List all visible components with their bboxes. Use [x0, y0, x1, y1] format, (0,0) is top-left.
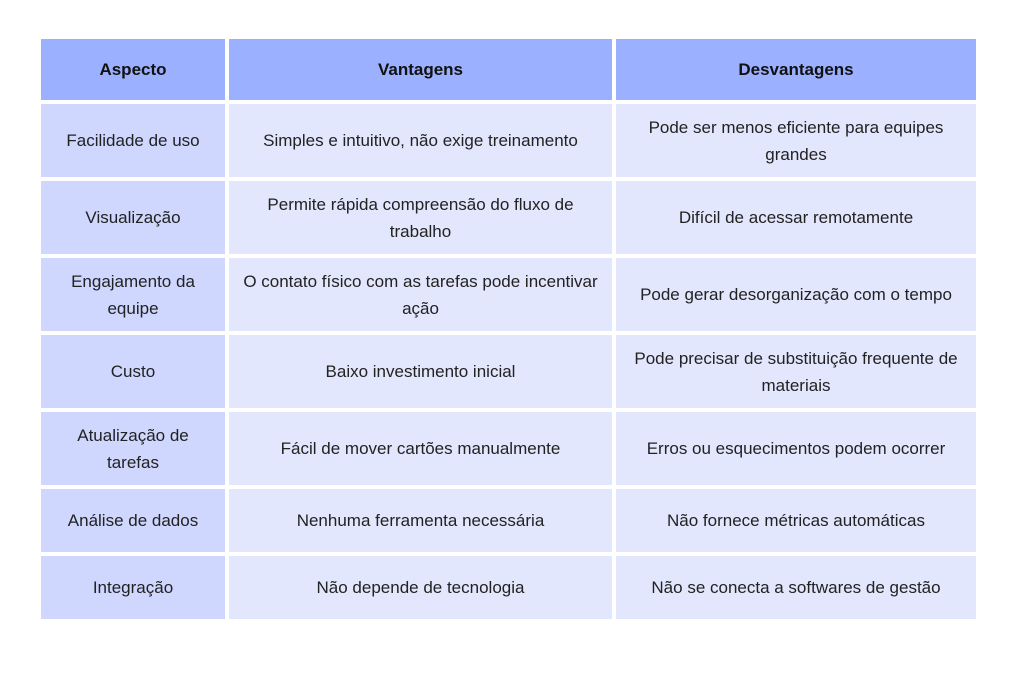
header-desvantagens: Desvantagens	[616, 39, 976, 100]
table-row	[41, 412, 976, 485]
comparison-table	[37, 35, 980, 623]
disadvantage-cell: Não se conecta a softwares de gestão	[616, 556, 976, 619]
table-row	[41, 335, 976, 408]
advantage-cell: Não depende de tecnologia	[229, 556, 612, 619]
advantage-cell: Permite rápida compreensão do fluxo de trabalho	[229, 181, 612, 254]
table-row	[41, 181, 976, 254]
aspect-cell: Visualização	[41, 181, 225, 254]
header-row	[41, 39, 976, 100]
advantage-cell: Nenhuma ferramenta necessária	[229, 489, 612, 552]
aspect-cell: Análise de dados	[41, 489, 225, 552]
aspect-cell: Custo	[41, 335, 225, 408]
aspect-cell: Atualização de tarefas	[41, 412, 225, 485]
disadvantage-cell: Pode gerar desorganização com o tempo	[616, 258, 976, 331]
disadvantage-cell: Pode ser menos eficiente para equipes grandes	[616, 104, 976, 177]
header-aspecto: Aspecto	[41, 39, 225, 100]
advantage-cell: O contato físico com as tarefas pode incentivar ação	[229, 258, 612, 331]
disadvantage-cell: Não fornece métricas automáticas	[616, 489, 976, 552]
aspect-cell: Facilidade de uso	[41, 104, 225, 177]
table-row	[41, 556, 976, 619]
table-row	[41, 489, 976, 552]
table-row	[41, 104, 976, 177]
aspect-cell: Engajamento da equipe	[41, 258, 225, 331]
advantage-cell: Fácil de mover cartões manualmente	[229, 412, 612, 485]
aspect-cell: Integração	[41, 556, 225, 619]
table-row	[41, 258, 976, 331]
header-vantagens: Vantagens	[229, 39, 612, 100]
advantage-cell: Simples e intuitivo, não exige treinamento	[229, 104, 612, 177]
disadvantage-cell: Erros ou esquecimentos podem ocorrer	[616, 412, 976, 485]
advantage-cell: Baixo investimento inicial	[229, 335, 612, 408]
disadvantage-cell: Difícil de acessar remotamente	[616, 181, 976, 254]
disadvantage-cell: Pode precisar de substituição frequente de materiais	[616, 335, 976, 408]
